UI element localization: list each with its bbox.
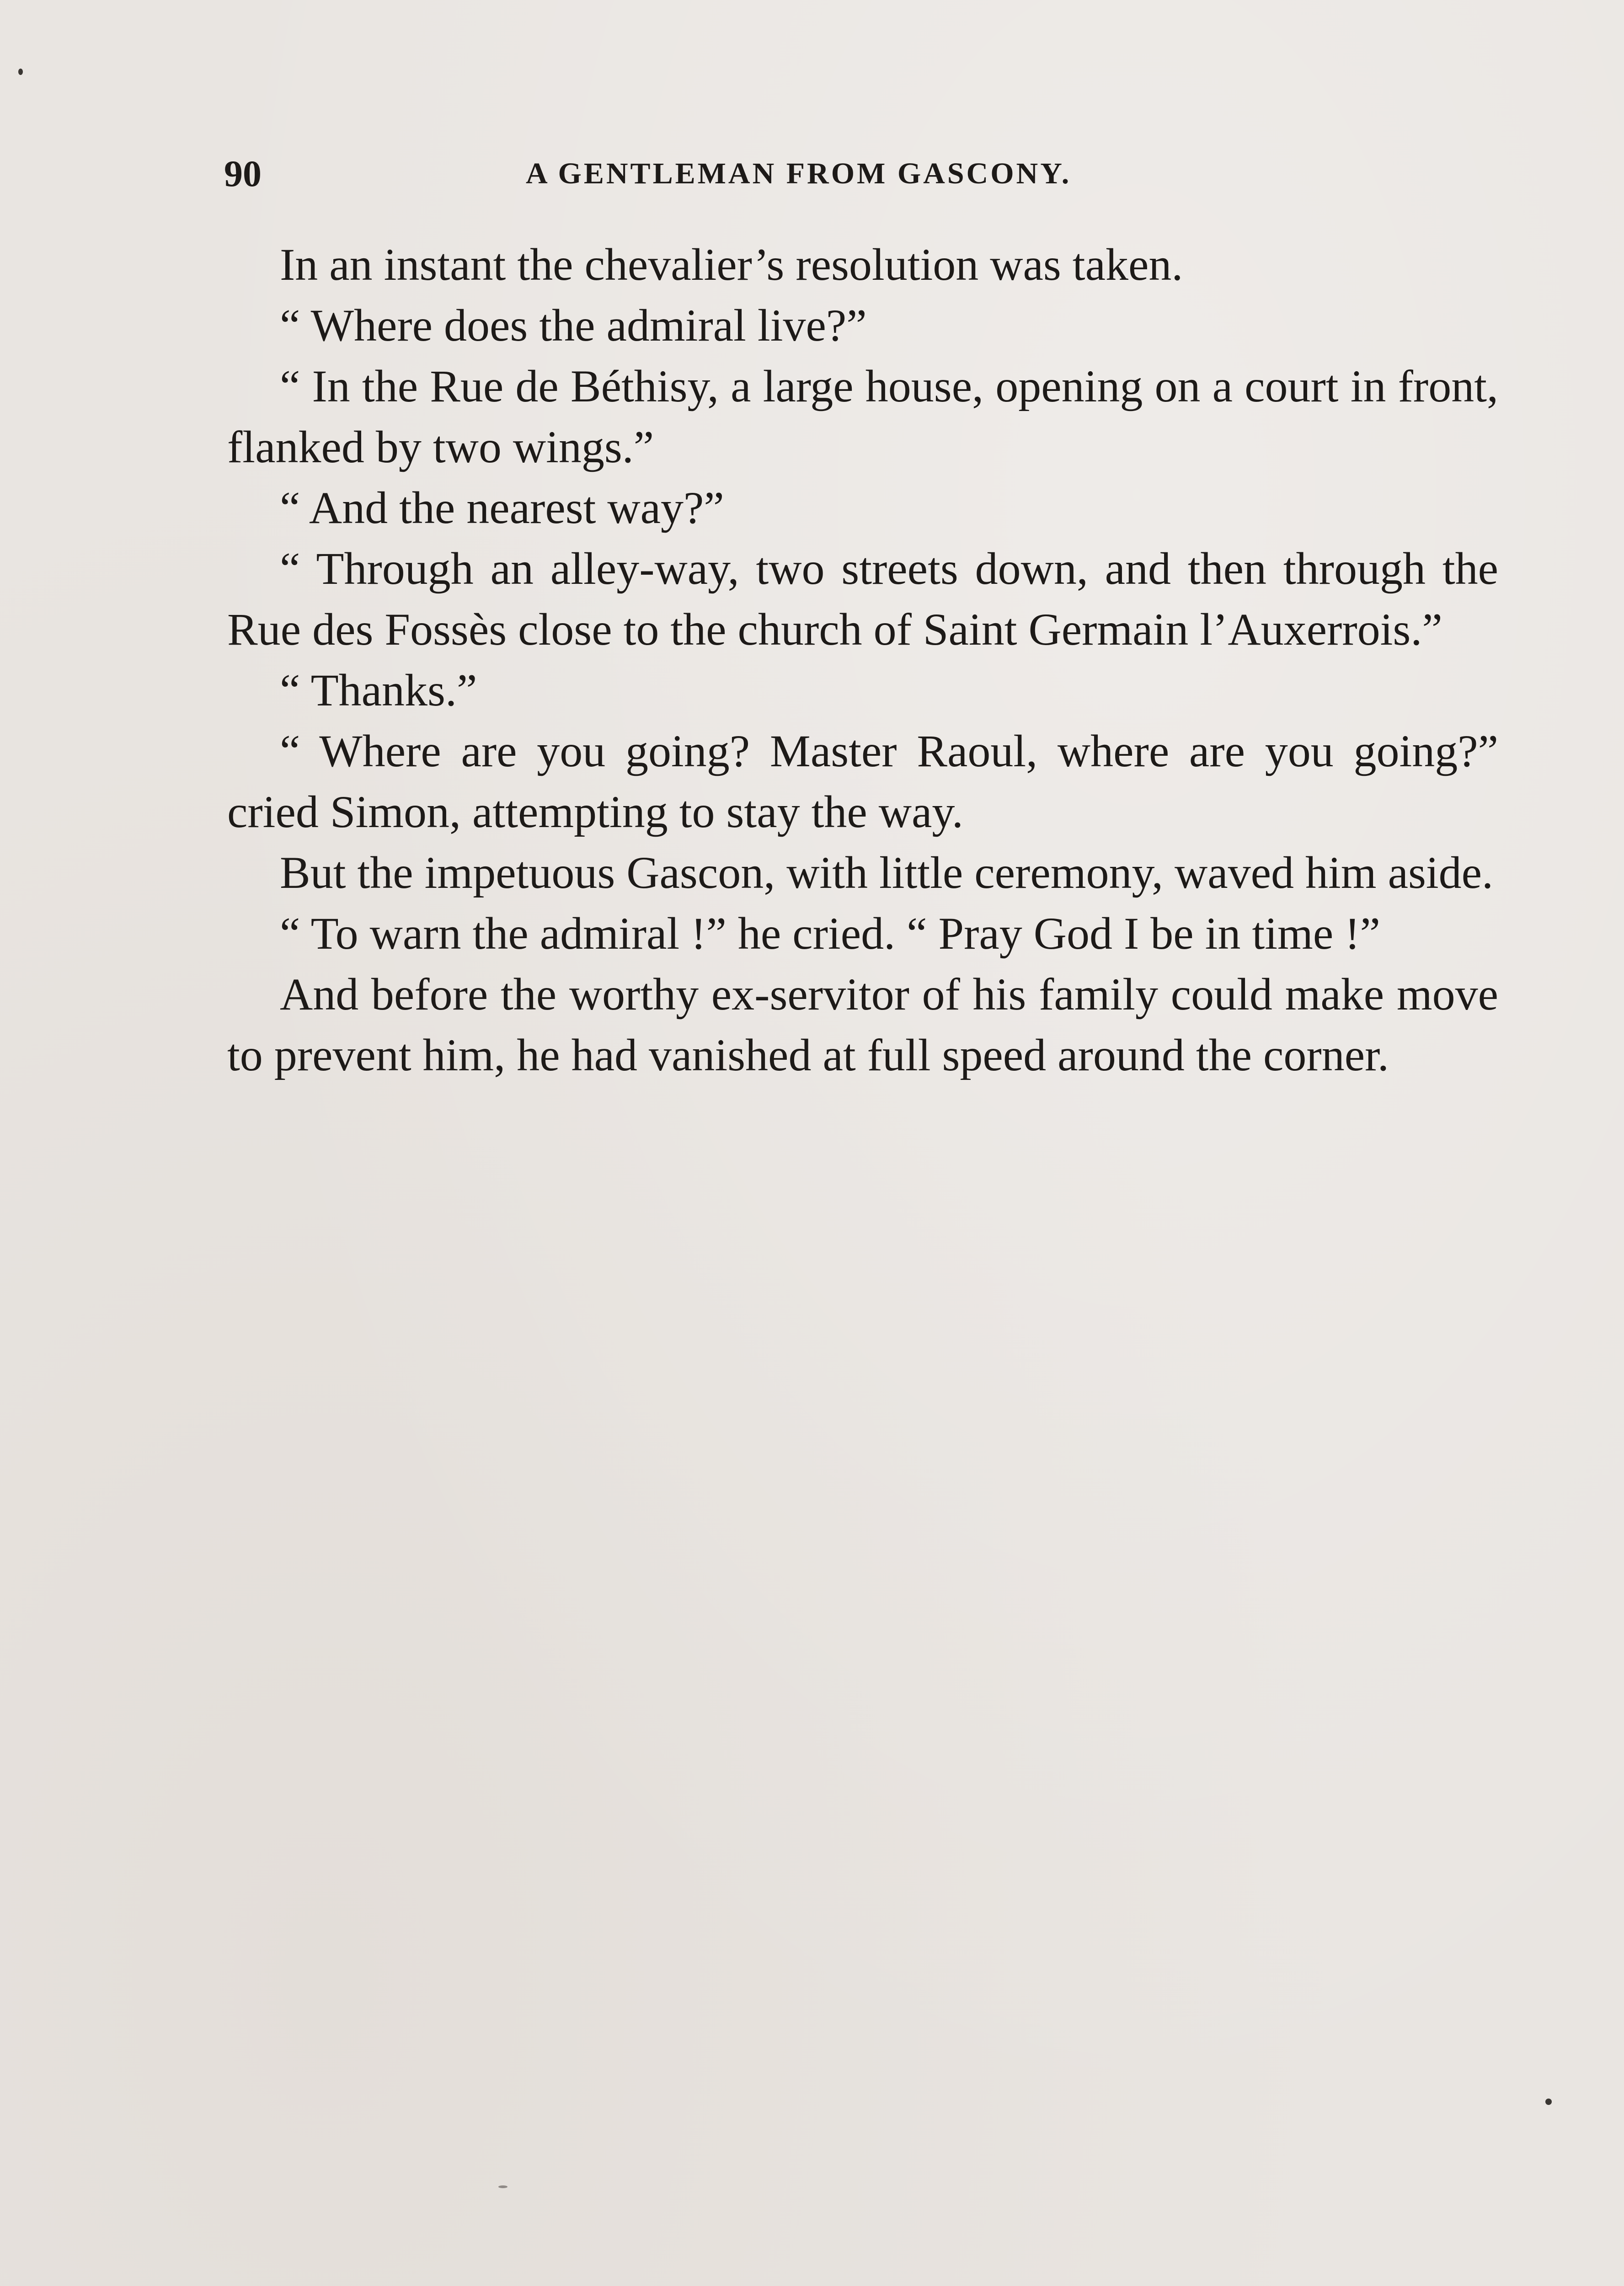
paragraph: “ Where are you going? Master Raoul, where are you going?” cried Simon, attempting to stay the way. (227, 726, 1498, 837)
paragraph: And before the worthy ex-servitor of his family could make move to prevent him, he had vanished at full speed around the corner. (227, 969, 1498, 1080)
page-header (224, 146, 1193, 201)
paragraph: In an instant the chevalier’s resolution was taken. (280, 239, 1183, 290)
paragraph: “ To warn the admiral !” he cried. “ Pray God I be in time !” (280, 908, 1380, 959)
paragraph: But the impetuous Gascon, with little ceremony, waved him aside. (280, 847, 1494, 898)
page-number: 90 (224, 153, 262, 194)
paper-speck (498, 2185, 508, 2188)
paragraph: “ Where does the admiral live?” (280, 300, 867, 351)
body-text (227, 234, 1498, 1085)
paragraph: “ In the Rue de Béthisy, a large house, opening on a court in front, flanked by two wings.” (227, 361, 1498, 472)
paper-speck (18, 69, 23, 75)
paragraph: “ Through an alley-way, two streets down, and then through the Rue des Fossès close to the church of Saint Germain l’Auxerrois.” (227, 543, 1498, 655)
paragraph: “ Thanks.” (280, 665, 477, 716)
paragraph: “ And the nearest way?” (280, 482, 724, 533)
paper-speck (1545, 2099, 1552, 2105)
running-title: A GENTLEMAN FROM GASCONY. (526, 157, 1072, 190)
